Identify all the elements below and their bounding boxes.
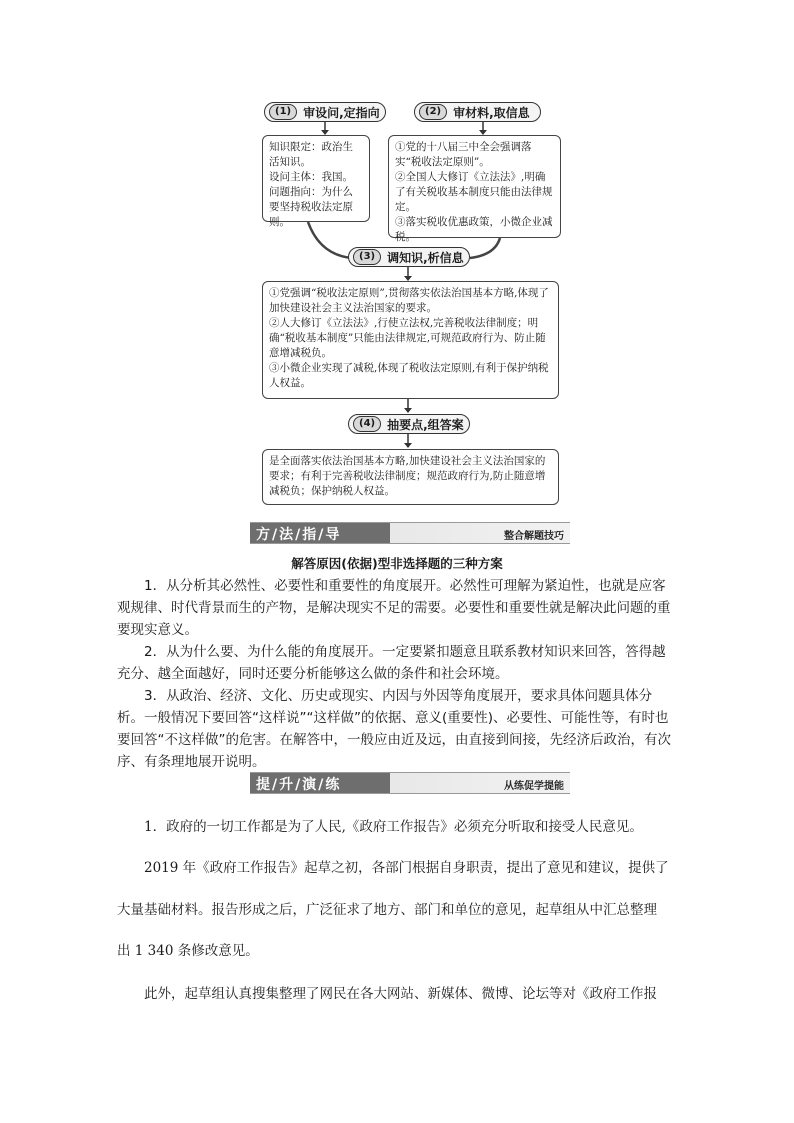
- box1-line: 知识限定：政治生活知识。: [269, 141, 353, 168]
- step4-number: (4): [353, 416, 381, 432]
- method-body: [117, 575, 677, 773]
- box-material-info: [388, 135, 561, 243]
- practice-line: 2019 年《政府工作报告》起草之初，各部门根据自身职责，提出了意见和建议，提供了: [144, 860, 669, 876]
- step3-label: 调知识,析信息: [387, 250, 464, 265]
- box3-line: ①党强调“税收法定原则”,贯彻落实依法治国基本方略,体现了加快建设社会主义法治国家的要求。: [269, 287, 549, 314]
- step2-pill: [414, 102, 541, 122]
- practice-banner: [250, 772, 570, 794]
- box-knowledge-analysis: [262, 281, 559, 399]
- practice-line: 1．政府的一切工作都是为了人民,《政府工作报告》必须充分听取和接受人民意见。: [144, 819, 643, 835]
- step1-label: 审设问,定指向: [303, 105, 380, 120]
- step2-number: (2): [419, 104, 447, 120]
- box-question-analysis: [262, 135, 370, 228]
- box2-line: ②全国人大修订《立法法》,明确了有关税收基本制度只能由法律规定。: [395, 171, 553, 213]
- practice-banner-subtitle: 从练促学提能: [504, 781, 564, 792]
- method-banner-subtitle: 整合解题技巧: [504, 531, 564, 542]
- method-paragraph: 1．从分析其必然性、必要性和重要性的角度展开。必然性可理解为紧迫性，也就是应客观规律、时代背景而生的产物，是解决现实不足的需要。必要性和重要性就是解决此问题的重要现实意义。: [117, 578, 671, 638]
- box2-line: ③落实税收优惠政策，小微企业减税。: [395, 216, 553, 243]
- practice-line: 出 1 340 条修改意见。: [117, 943, 259, 959]
- box2-line: ①党的十八届三中全会强调落实“税收法定原则”。: [395, 141, 532, 168]
- step1-number: (1): [269, 104, 297, 120]
- method-banner: [250, 522, 570, 544]
- step3-number: (3): [353, 249, 381, 265]
- box3-line: ③小微企业实现了减税,体现了税收法定原则,有利于保护纳税人权益。: [269, 362, 549, 389]
- method-paragraph: 3．从政治、经济、文化、历史或现实、内因与外因等角度展开，要求具体问题具体分析。一般情况下要回答“这样说”“这样做”的依据、意义(重要性)、必要性、可能性等，有时也要回答“不这样做”的危害。在解答中，一般应由近及远，由直接到间接，先经济后政治，有次序、有条理地展开说明。: [117, 688, 671, 770]
- method-paragraph: 2．从为什么要、为什么能的角度展开。一定要紧扣题意且联系教材知识来回答，答得越充分、越全面越好，同时还要分析能够这么做的条件和社会环境。: [117, 644, 666, 682]
- box-answer-points: [262, 449, 559, 505]
- step3-pill: [348, 247, 470, 267]
- method-banner-title: 方/法/指/导: [256, 527, 342, 543]
- practice-line: 此外，起草组认真搜集整理了网民在各大网站、新媒体、微博、论坛等对《政府工作报: [144, 986, 657, 1002]
- method-heading: 解答原因(依据)型非选择题的三种方案: [291, 556, 503, 571]
- box1-line: 问题指向：为什么要坚持税收法定原则。: [269, 186, 353, 228]
- step4-pill: [348, 414, 470, 434]
- box4-line: 是全面落实依法治国基本方略,加快建设社会主义法治国家的要求；有利于完善税收法律制度；规范政府行为,防止随意增减税负；保护纳税人权益。: [269, 455, 546, 497]
- step4-label: 抽要点,组答案: [387, 417, 464, 432]
- step1-pill: [264, 102, 386, 122]
- practice-line: 大量基础材料。报告形成之后，广泛征求了地方、部门和单位的意见，起草组从中汇总整理: [117, 902, 657, 918]
- box1-line: 设问主体：我国。: [269, 171, 353, 183]
- box3-line: ②人大修订《立法法》,行使立法权,完善税收法律制度；明确“税收基本制度”只能由法律规定,可规范政府行为、防止随意增减税负。: [269, 317, 546, 359]
- practice-banner-title: 提/升/演/练: [256, 777, 342, 793]
- step2-label: 审材料,取信息: [453, 105, 530, 120]
